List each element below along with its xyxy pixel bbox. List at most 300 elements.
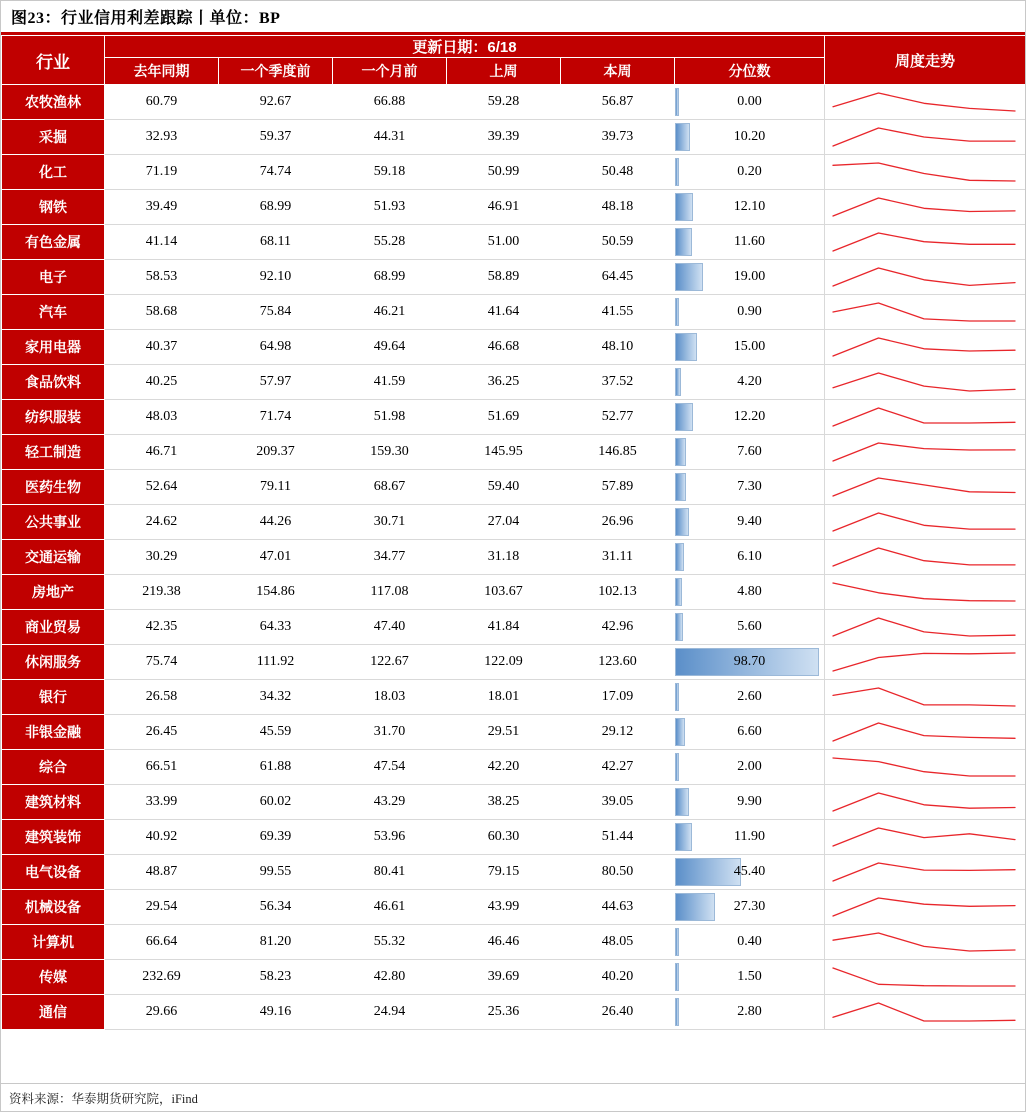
cell-percentile (675, 960, 825, 995)
cell-percentile (675, 505, 825, 540)
cell-weekly-trend (825, 995, 1025, 1030)
cell-quarter-ago: 69.39 (219, 820, 333, 855)
source-footer (1, 1083, 1025, 1111)
cell-month-ago: 66.88 (333, 85, 447, 120)
cell-last-week: 39.39 (447, 120, 561, 155)
percentile-value: 98.70 (733, 654, 766, 669)
cell-percentile (675, 890, 825, 925)
table-row (2, 750, 1026, 785)
row-industry-label: 医药生物 (2, 470, 105, 505)
cell-last-week: 42.20 (447, 750, 561, 785)
row-industry-label: 综合 (2, 750, 105, 785)
row-industry-label: 机械设备 (2, 890, 105, 925)
cell-weekly-trend (825, 750, 1025, 785)
percentile-value: 0.00 (737, 94, 762, 109)
cell-month-ago: 18.03 (333, 680, 447, 715)
cell-last-year: 32.93 (105, 120, 219, 155)
percentile-value: 19.00 (733, 269, 766, 284)
percentile-value: 7.30 (737, 479, 762, 494)
header-col-4: 本周 (561, 58, 675, 85)
cell-last-year: 41.14 (105, 225, 219, 260)
cell-month-ago: 46.21 (333, 295, 447, 330)
percentile-value: 7.60 (737, 444, 762, 459)
sparkline (831, 89, 1017, 115)
cell-quarter-ago: 74.74 (219, 155, 333, 190)
cell-percentile (675, 295, 825, 330)
table-row (2, 505, 1026, 540)
cell-this-week: 57.89 (561, 470, 675, 505)
cell-weekly-trend (825, 505, 1025, 540)
credit-spread-table (1, 35, 1025, 1030)
table-row (2, 190, 1026, 225)
header-industry: 行业 (2, 36, 105, 85)
sparkline (831, 929, 1017, 955)
header-col-3: 上周 (447, 58, 561, 85)
sparkline (831, 789, 1017, 815)
table-row (2, 470, 1026, 505)
cell-percentile (675, 855, 825, 890)
cell-this-week: 26.40 (561, 995, 675, 1030)
percentile-value: 9.90 (737, 794, 762, 809)
table-row (2, 785, 1026, 820)
cell-quarter-ago: 209.37 (219, 435, 333, 470)
cell-last-week: 31.18 (447, 540, 561, 575)
cell-last-year: 30.29 (105, 540, 219, 575)
row-industry-label: 采掘 (2, 120, 105, 155)
cell-last-week: 50.99 (447, 155, 561, 190)
cell-last-week: 29.51 (447, 715, 561, 750)
header-col-2: 一个月前 (333, 58, 447, 85)
cell-quarter-ago: 58.23 (219, 960, 333, 995)
cell-weekly-trend (825, 225, 1025, 260)
cell-percentile (675, 715, 825, 750)
cell-weekly-trend (825, 190, 1025, 225)
cell-weekly-trend (825, 820, 1025, 855)
table-row (2, 855, 1026, 890)
cell-last-year: 232.69 (105, 960, 219, 995)
cell-weekly-trend (825, 855, 1025, 890)
figure-title-bar (1, 1, 1025, 35)
table-row (2, 120, 1026, 155)
sparkline (831, 194, 1017, 220)
cell-last-year: 40.37 (105, 330, 219, 365)
cell-last-week: 25.36 (447, 995, 561, 1030)
cell-percentile (675, 820, 825, 855)
cell-last-week: 39.69 (447, 960, 561, 995)
sparkline (831, 719, 1017, 745)
cell-this-week: 50.48 (561, 155, 675, 190)
cell-quarter-ago: 71.74 (219, 400, 333, 435)
sparkline (831, 999, 1017, 1025)
cell-month-ago: 31.70 (333, 715, 447, 750)
cell-last-week: 58.89 (447, 260, 561, 295)
row-industry-label: 农牧渔林 (2, 85, 105, 120)
table-row (2, 540, 1026, 575)
cell-month-ago: 51.98 (333, 400, 447, 435)
row-industry-label: 建筑材料 (2, 785, 105, 820)
cell-quarter-ago: 61.88 (219, 750, 333, 785)
cell-this-week: 41.55 (561, 295, 675, 330)
cell-last-year: 40.92 (105, 820, 219, 855)
cell-quarter-ago: 111.92 (219, 645, 333, 680)
cell-percentile (675, 680, 825, 715)
cell-weekly-trend (825, 85, 1025, 120)
cell-weekly-trend (825, 785, 1025, 820)
row-industry-label: 汽车 (2, 295, 105, 330)
cell-percentile (675, 575, 825, 610)
cell-weekly-trend (825, 540, 1025, 575)
row-industry-label: 通信 (2, 995, 105, 1030)
cell-quarter-ago: 68.11 (219, 225, 333, 260)
sparkline (831, 404, 1017, 430)
row-industry-label: 公共事业 (2, 505, 105, 540)
percentile-value: 1.50 (737, 969, 762, 984)
cell-last-year: 29.54 (105, 890, 219, 925)
row-industry-label: 建筑装饰 (2, 820, 105, 855)
cell-last-year: 26.45 (105, 715, 219, 750)
table-row (2, 610, 1026, 645)
sparkline (831, 474, 1017, 500)
cell-month-ago: 30.71 (333, 505, 447, 540)
cell-this-week: 64.45 (561, 260, 675, 295)
percentile-value: 4.20 (737, 374, 762, 389)
cell-last-year: 66.64 (105, 925, 219, 960)
cell-weekly-trend (825, 715, 1025, 750)
table-row (2, 820, 1026, 855)
cell-percentile (675, 155, 825, 190)
cell-last-year: 24.62 (105, 505, 219, 540)
cell-quarter-ago: 56.34 (219, 890, 333, 925)
row-industry-label: 电气设备 (2, 855, 105, 890)
row-industry-label: 计算机 (2, 925, 105, 960)
cell-weekly-trend (825, 645, 1025, 680)
table-row (2, 680, 1026, 715)
sparkline (831, 509, 1017, 535)
percentile-value: 0.40 (737, 934, 762, 949)
cell-last-year: 48.03 (105, 400, 219, 435)
table-row (2, 365, 1026, 400)
sparkline (831, 544, 1017, 570)
cell-percentile (675, 225, 825, 260)
cell-quarter-ago: 34.32 (219, 680, 333, 715)
cell-month-ago: 59.18 (333, 155, 447, 190)
cell-last-year: 48.87 (105, 855, 219, 890)
cell-this-week: 17.09 (561, 680, 675, 715)
cell-last-year: 58.68 (105, 295, 219, 330)
table-row (2, 575, 1026, 610)
table-row (2, 435, 1026, 470)
cell-last-week: 38.25 (447, 785, 561, 820)
header-col-1: 一个季度前 (219, 58, 333, 85)
cell-percentile (675, 610, 825, 645)
cell-month-ago: 159.30 (333, 435, 447, 470)
cell-weekly-trend (825, 435, 1025, 470)
cell-this-week: 123.60 (561, 645, 675, 680)
row-industry-label: 房地产 (2, 575, 105, 610)
percentile-value: 6.10 (737, 549, 762, 564)
row-industry-label: 银行 (2, 680, 105, 715)
cell-weekly-trend (825, 680, 1025, 715)
cell-this-week: 39.73 (561, 120, 675, 155)
percentile-value: 5.60 (737, 619, 762, 634)
cell-weekly-trend (825, 400, 1025, 435)
cell-last-year: 60.79 (105, 85, 219, 120)
cell-weekly-trend (825, 575, 1025, 610)
sparkline (831, 684, 1017, 710)
percentile-value: 11.90 (734, 829, 765, 844)
cell-weekly-trend (825, 365, 1025, 400)
cell-quarter-ago: 44.26 (219, 505, 333, 540)
table-row (2, 890, 1026, 925)
cell-month-ago: 53.96 (333, 820, 447, 855)
percentile-value: 27.30 (733, 899, 766, 914)
row-industry-label: 纺织服装 (2, 400, 105, 435)
table-area (1, 35, 1025, 1083)
percentile-value: 6.60 (737, 724, 762, 739)
cell-last-week: 43.99 (447, 890, 561, 925)
percentile-value: 12.10 (733, 199, 766, 214)
cell-quarter-ago: 47.01 (219, 540, 333, 575)
cell-last-year: 219.38 (105, 575, 219, 610)
cell-quarter-ago: 99.55 (219, 855, 333, 890)
percentile-value: 2.60 (737, 689, 762, 704)
cell-weekly-trend (825, 295, 1025, 330)
cell-month-ago: 24.94 (333, 995, 447, 1030)
cell-last-week: 46.91 (447, 190, 561, 225)
cell-last-year: 39.49 (105, 190, 219, 225)
cell-month-ago: 68.67 (333, 470, 447, 505)
cell-last-week: 51.69 (447, 400, 561, 435)
percentile-value: 15.00 (733, 339, 766, 354)
row-industry-label: 交通运输 (2, 540, 105, 575)
cell-percentile (675, 330, 825, 365)
cell-percentile (675, 190, 825, 225)
percentile-value: 45.40 (733, 864, 766, 879)
sparkline (831, 124, 1017, 150)
cell-last-week: 103.67 (447, 575, 561, 610)
cell-this-week: 146.85 (561, 435, 675, 470)
cell-last-week: 145.95 (447, 435, 561, 470)
cell-quarter-ago: 60.02 (219, 785, 333, 820)
cell-last-week: 41.84 (447, 610, 561, 645)
cell-this-week: 48.05 (561, 925, 675, 960)
cell-month-ago: 42.80 (333, 960, 447, 995)
cell-this-week: 102.13 (561, 575, 675, 610)
cell-last-year: 33.99 (105, 785, 219, 820)
sparkline (831, 334, 1017, 360)
cell-month-ago: 49.64 (333, 330, 447, 365)
row-industry-label: 有色金属 (2, 225, 105, 260)
percentile-value: 11.60 (734, 234, 765, 249)
percentile-value: 10.20 (733, 129, 766, 144)
table-row (2, 260, 1026, 295)
cell-percentile (675, 645, 825, 680)
cell-weekly-trend (825, 610, 1025, 645)
cell-percentile (675, 995, 825, 1030)
percentile-value: 12.20 (733, 409, 766, 424)
cell-quarter-ago: 45.59 (219, 715, 333, 750)
sparkline (831, 299, 1017, 325)
sparkline (831, 824, 1017, 850)
cell-quarter-ago: 64.98 (219, 330, 333, 365)
cell-weekly-trend (825, 470, 1025, 505)
cell-last-week: 60.30 (447, 820, 561, 855)
header-col-5: 分位数 (675, 58, 825, 85)
cell-weekly-trend (825, 925, 1025, 960)
row-industry-label: 商业贸易 (2, 610, 105, 645)
cell-this-week: 56.87 (561, 85, 675, 120)
sparkline (831, 264, 1017, 290)
cell-last-week: 41.64 (447, 295, 561, 330)
cell-last-year: 29.66 (105, 995, 219, 1030)
row-industry-label: 休闲服务 (2, 645, 105, 680)
cell-month-ago: 80.41 (333, 855, 447, 890)
cell-this-week: 26.96 (561, 505, 675, 540)
percentile-value: 9.40 (737, 514, 762, 529)
cell-month-ago: 122.67 (333, 645, 447, 680)
sparkline (831, 229, 1017, 255)
header-weekly-trend: 周度走势 (825, 36, 1025, 85)
table-body (2, 85, 1026, 1030)
cell-last-year: 75.74 (105, 645, 219, 680)
table-row (2, 225, 1026, 260)
cell-this-week: 48.18 (561, 190, 675, 225)
table-row (2, 960, 1026, 995)
cell-last-year: 71.19 (105, 155, 219, 190)
cell-month-ago: 43.29 (333, 785, 447, 820)
cell-month-ago: 51.93 (333, 190, 447, 225)
cell-quarter-ago: 79.11 (219, 470, 333, 505)
row-industry-label: 电子 (2, 260, 105, 295)
sparkline (831, 964, 1017, 990)
cell-last-year: 42.35 (105, 610, 219, 645)
cell-percentile (675, 85, 825, 120)
cell-weekly-trend (825, 960, 1025, 995)
cell-this-week: 52.77 (561, 400, 675, 435)
percentile-value: 2.00 (737, 759, 762, 774)
cell-month-ago: 117.08 (333, 575, 447, 610)
table-row (2, 295, 1026, 330)
sparkline (831, 159, 1017, 185)
cell-this-week: 42.27 (561, 750, 675, 785)
cell-month-ago: 46.61 (333, 890, 447, 925)
cell-this-week: 48.10 (561, 330, 675, 365)
header-col-0: 去年同期 (105, 58, 219, 85)
table-row (2, 645, 1026, 680)
sparkline (831, 754, 1017, 780)
sparkline (831, 614, 1017, 640)
cell-this-week: 51.44 (561, 820, 675, 855)
cell-percentile (675, 435, 825, 470)
cell-percentile (675, 785, 825, 820)
cell-quarter-ago: 154.86 (219, 575, 333, 610)
cell-this-week: 50.59 (561, 225, 675, 260)
cell-percentile (675, 750, 825, 785)
cell-last-week: 27.04 (447, 505, 561, 540)
cell-last-year: 26.58 (105, 680, 219, 715)
cell-this-week: 29.12 (561, 715, 675, 750)
table-row (2, 715, 1026, 750)
cell-quarter-ago: 64.33 (219, 610, 333, 645)
row-industry-label: 传媒 (2, 960, 105, 995)
cell-quarter-ago: 59.37 (219, 120, 333, 155)
table-row (2, 330, 1026, 365)
row-industry-label: 非银金融 (2, 715, 105, 750)
cell-quarter-ago: 92.67 (219, 85, 333, 120)
sparkline (831, 439, 1017, 465)
percentile-value: 0.90 (737, 304, 762, 319)
cell-weekly-trend (825, 330, 1025, 365)
cell-month-ago: 47.54 (333, 750, 447, 785)
cell-month-ago: 55.28 (333, 225, 447, 260)
cell-weekly-trend (825, 890, 1025, 925)
table-row (2, 925, 1026, 960)
cell-percentile (675, 260, 825, 295)
sparkline (831, 579, 1017, 605)
cell-month-ago: 55.32 (333, 925, 447, 960)
cell-last-year: 58.53 (105, 260, 219, 295)
cell-last-week: 59.40 (447, 470, 561, 505)
page-title: 图23：行业信用利差跟踪丨单位：BP (11, 10, 281, 27)
cell-last-week: 36.25 (447, 365, 561, 400)
table-row (2, 155, 1026, 190)
cell-this-week: 31.11 (561, 540, 675, 575)
cell-month-ago: 68.99 (333, 260, 447, 295)
row-industry-label: 钢铁 (2, 190, 105, 225)
cell-weekly-trend (825, 260, 1025, 295)
cell-last-week: 79.15 (447, 855, 561, 890)
header-update-date: 更新日期：6/18 (105, 36, 825, 58)
cell-this-week: 44.63 (561, 890, 675, 925)
sparkline (831, 369, 1017, 395)
cell-last-year: 52.64 (105, 470, 219, 505)
cell-quarter-ago: 92.10 (219, 260, 333, 295)
cell-percentile (675, 365, 825, 400)
cell-quarter-ago: 75.84 (219, 295, 333, 330)
cell-weekly-trend (825, 155, 1025, 190)
cell-this-week: 42.96 (561, 610, 675, 645)
source-text: 资料来源：华泰期货研究院，iFind (9, 1091, 198, 1106)
cell-percentile (675, 540, 825, 575)
table-header (2, 36, 1026, 85)
sparkline (831, 649, 1017, 675)
cell-percentile (675, 925, 825, 960)
cell-last-week: 59.28 (447, 85, 561, 120)
cell-this-week: 39.05 (561, 785, 675, 820)
cell-quarter-ago: 57.97 (219, 365, 333, 400)
percentile-value: 4.80 (737, 584, 762, 599)
cell-month-ago: 44.31 (333, 120, 447, 155)
cell-this-week: 37.52 (561, 365, 675, 400)
cell-last-week: 122.09 (447, 645, 561, 680)
cell-this-week: 80.50 (561, 855, 675, 890)
row-industry-label: 食品饮料 (2, 365, 105, 400)
table-row (2, 85, 1026, 120)
table-row (2, 995, 1026, 1030)
cell-month-ago: 47.40 (333, 610, 447, 645)
cell-month-ago: 41.59 (333, 365, 447, 400)
row-industry-label: 轻工制造 (2, 435, 105, 470)
row-industry-label: 家用电器 (2, 330, 105, 365)
cell-last-week: 46.46 (447, 925, 561, 960)
percentile-value: 2.80 (737, 1004, 762, 1019)
cell-quarter-ago: 68.99 (219, 190, 333, 225)
cell-last-year: 66.51 (105, 750, 219, 785)
cell-this-week: 40.20 (561, 960, 675, 995)
row-industry-label: 化工 (2, 155, 105, 190)
cell-last-week: 51.00 (447, 225, 561, 260)
cell-percentile (675, 470, 825, 505)
